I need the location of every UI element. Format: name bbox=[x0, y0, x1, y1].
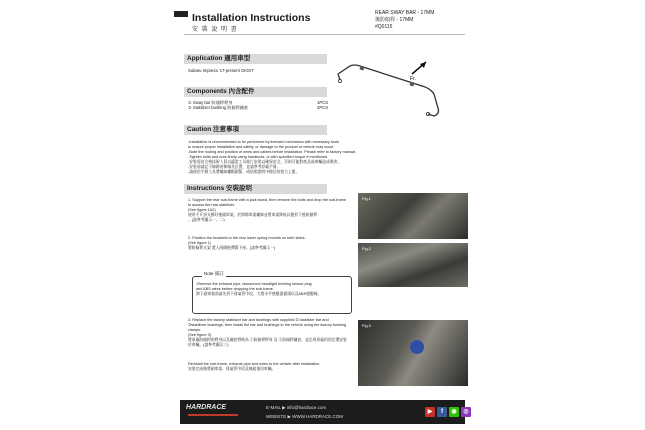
figure-2-photo bbox=[358, 243, 468, 287]
step-figure-ref: (See figure 1&2) bbox=[188, 208, 216, 212]
facebook-icon[interactable]: f bbox=[437, 407, 447, 417]
figure-label: Fig.2 bbox=[362, 246, 371, 251]
component-name: ② Stabilizer bushing 防傾桿襯套 bbox=[188, 105, 249, 110]
product-name: REAR SWAY BAR - 17MM bbox=[375, 10, 435, 16]
instruction-sheet bbox=[170, 0, 475, 430]
caution-line: -安裝前請記下線路的佈線及位置，並請參考原廠手冊。 bbox=[188, 165, 281, 169]
step-text: 1. Support the rear sub-frame with a jack stand, then remove the bolts and drop the sub-frame to access the rear stabilizer. bbox=[188, 198, 347, 207]
figure-3-photo bbox=[358, 320, 468, 386]
note-label: Note 備註 bbox=[204, 271, 224, 276]
wechat-icon[interactable]: ◉ bbox=[449, 407, 459, 417]
step-text: 2. Position the brackets to the rear lower spring mounts on both sides. bbox=[188, 236, 306, 240]
step-1 bbox=[188, 198, 348, 223]
step-text-cn: 將防傾桿支架 置入兩側後彈簧下座。(請參考圖示一) bbox=[188, 246, 276, 250]
social-icons bbox=[425, 407, 471, 417]
step-text-cn: 安裝完成後將副車架、排氣管中段及線組復回車輛。 bbox=[188, 367, 276, 371]
figure-label: Fig.1 bbox=[362, 196, 371, 201]
product-name-cn: 後防傾桿 - 17MM bbox=[375, 17, 414, 23]
footer-email[interactable]: E-MAIL ▶ info@hardrace.com bbox=[266, 405, 327, 410]
component-qty: 1PCS bbox=[317, 100, 328, 105]
step-text: Reinstall the sub-frame, exhaust pipe and wires to the vehicle after installation. bbox=[188, 362, 321, 366]
page-subtitle: 安 裝 說 明 書 bbox=[192, 27, 238, 33]
instagram-icon[interactable]: ◎ bbox=[461, 407, 471, 417]
components-list bbox=[188, 100, 328, 110]
caution-line: -Installation is recommended to be performed by licensed mechanics with necessary tools bbox=[188, 140, 339, 144]
sway-bar-diagram bbox=[330, 44, 470, 124]
figure-1-photo bbox=[358, 193, 468, 239]
note-line: and ABS wires before dropping the sub-frame. bbox=[196, 287, 274, 291]
vehicle-application: Subaru Impreza '17-present GK/GT bbox=[188, 68, 254, 73]
part-number: #Q0115 bbox=[375, 24, 393, 30]
caution-line: to ensure proper installation and safety, or damage to the product or vehicle may occur. bbox=[188, 145, 335, 149]
step-figure-ref: (See figure 1) bbox=[188, 241, 212, 245]
caution-line: -Tighten bolts and nuts firmly using handtools, or with specified torque if mentioned. bbox=[188, 155, 329, 159]
step-2 bbox=[188, 236, 348, 251]
brand-logo-stripe bbox=[188, 414, 238, 416]
step-figure-ref: (See figure 3) bbox=[188, 333, 212, 337]
component-qty: 2PCS bbox=[317, 105, 328, 110]
step-text-cn: 將原廠防傾桿的桿身以及襯套替換為 ①防傾桿桿身 及 ②防傾桿襯套，並沿用原廠的固定環安裝於車輛。(請參考圖示三) bbox=[188, 338, 347, 347]
instructions-heading: Instructions 安裝說明 bbox=[184, 184, 327, 194]
header-divider bbox=[184, 34, 465, 35]
product-info bbox=[375, 10, 434, 31]
step-3 bbox=[188, 318, 348, 348]
page-title: Installation Instructions bbox=[192, 12, 311, 24]
step-text-cn: 使用千斤頂支撐好後副車架，於卸除車架螺絲並將車架降低以便拆下後防傾桿 bbox=[188, 213, 318, 217]
component-row bbox=[188, 105, 328, 110]
footer-website[interactable]: WEBSITE ▶ WWW.HARDRACE.COM bbox=[266, 414, 343, 419]
caution-heading: Caution 注意事項 bbox=[184, 125, 327, 135]
component-name: ① Sway bar 防傾桿桿身 bbox=[188, 100, 233, 105]
brand-logo: HARDRACE bbox=[186, 404, 227, 411]
caution-line: -Note the routing and position of wires and cables before installation. Please refer to factory manual. bbox=[188, 150, 357, 154]
application-heading: Application 適用車型 bbox=[184, 54, 327, 64]
figure-label: Fig.3 bbox=[362, 323, 371, 328]
step-text: 3. Replace the factory stabilizer bar and bushings with supplied ① stabilizer bar and ②stabilizer bushings, then install the bar and bushings to the vehicle using the factory bushing clamps. bbox=[188, 318, 347, 332]
caution-line: -安裝需由合格技術人員以適當工具進行安裝以確保安全，否則可能對產品或車輛造成傷害。 bbox=[188, 160, 342, 164]
caution-line: -請使用手動工具將螺絲螺帽鎖緊，或依照說明中標註的扭力上緊。 bbox=[188, 170, 300, 174]
caution-text bbox=[188, 140, 468, 175]
components-heading: Components 內含配件 bbox=[184, 87, 327, 97]
step-text-cn: 。(請參考圖示一、二) bbox=[188, 218, 225, 222]
youtube-icon[interactable]: ▶ bbox=[425, 407, 435, 417]
step-4 bbox=[188, 362, 348, 372]
note-line: -Remove the exhaust pipe, disconnect headlight leveling sensor plug bbox=[196, 282, 312, 286]
bushing-highlight bbox=[410, 340, 424, 354]
header-accent-bar bbox=[174, 11, 188, 17]
note-text bbox=[196, 282, 348, 297]
footer bbox=[180, 400, 469, 424]
note-line: 卸下副車架前請先拆下排氣管中段、大燈水平感應器插頭以及ABS感應線。 bbox=[196, 292, 322, 296]
direction-label: Fr. bbox=[410, 76, 416, 82]
